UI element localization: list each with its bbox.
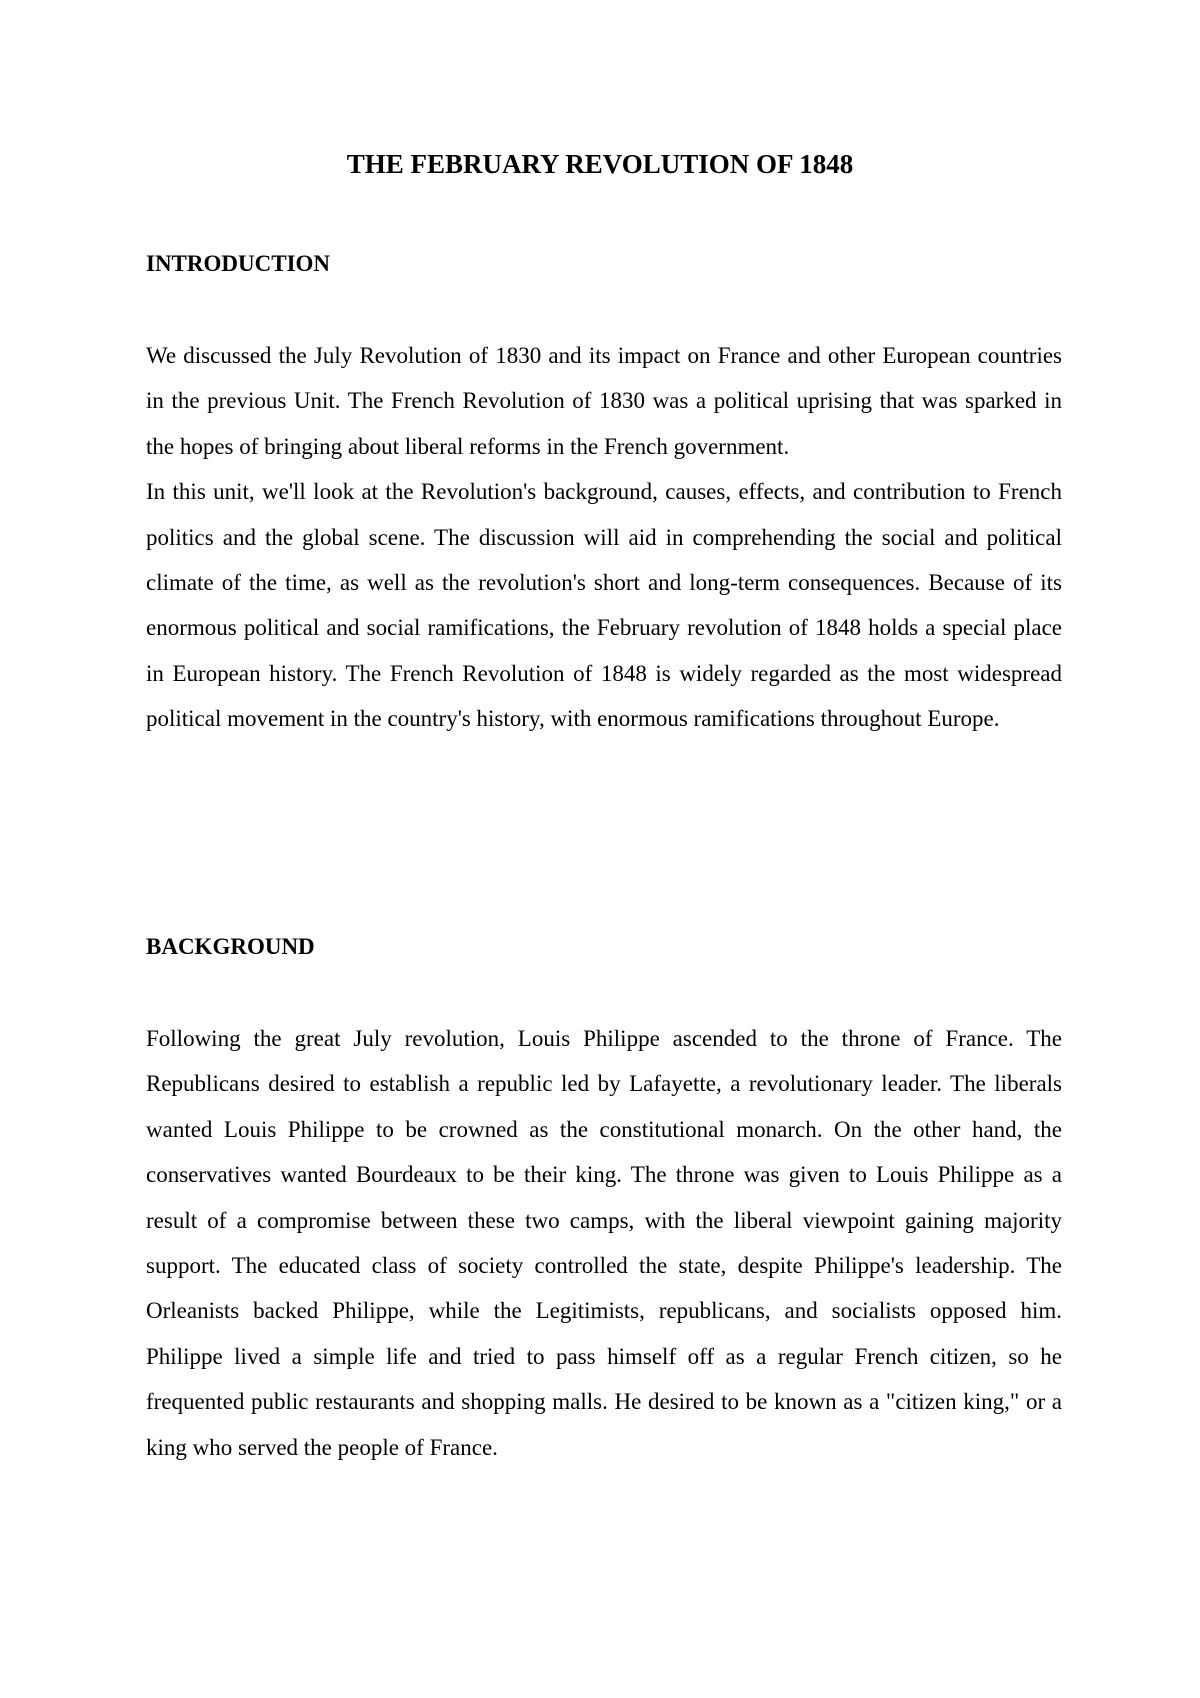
introduction-body	[146, 333, 1062, 742]
introduction-paragraph-2: In this unit, we'll look at the Revolution's background, causes, effects, and contribution to French politics and the global scene. The discussion will aid in comprehending the social and political climate of the time, as well as the revolution's short and long-term consequences. Because of its enormous political and social ramifications, the February revolution of 1848 holds a special place in European history. The French Revolution of 1848 is widely regarded as the most widespread political movement in the country's history, with enormous ramifications throughout Europe.	[146, 479, 1062, 732]
section-heading-introduction: INTRODUCTION	[146, 251, 331, 276]
section-heading-background: BACKGROUND	[146, 934, 315, 959]
background-paragraph-1: Following the great July revolution, Louis Philippe ascended to the throne of France. The Republicans desired to establish a republic led by Lafayette, a revolutionary leader. The liberals wanted Louis Philippe to be crowned as the constitutional monarch. On the other hand, the conservatives wanted Bourdeaux to be their king. The throne was given to Louis Philippe as a result of a compromise between these two camps, with the liberal viewpoint gaining majority support. The educated class of society controlled the state, despite Philippe's leadership. The Orleanists backed Philippe, while the Legitimists, republicans, and socialists opposed him. Philippe lived a simple life and tried to pass himself off as a regular French citizen, so he frequented public restaurants and shopping malls. He desired to be known as a "citizen king," or a king who served the people of France.	[146, 1026, 1062, 1460]
introduction-paragraph-1: We discussed the July Revolution of 1830 and its impact on France and other European countries in the previous Unit. The French Revolution of 1830 was a political uprising that was sparked in the hopes of bringing about liberal reforms in the French government.	[146, 343, 1062, 459]
background-body	[146, 1016, 1062, 1470]
document-title: THE FEBRUARY REVOLUTION OF 1848	[346, 149, 854, 179]
